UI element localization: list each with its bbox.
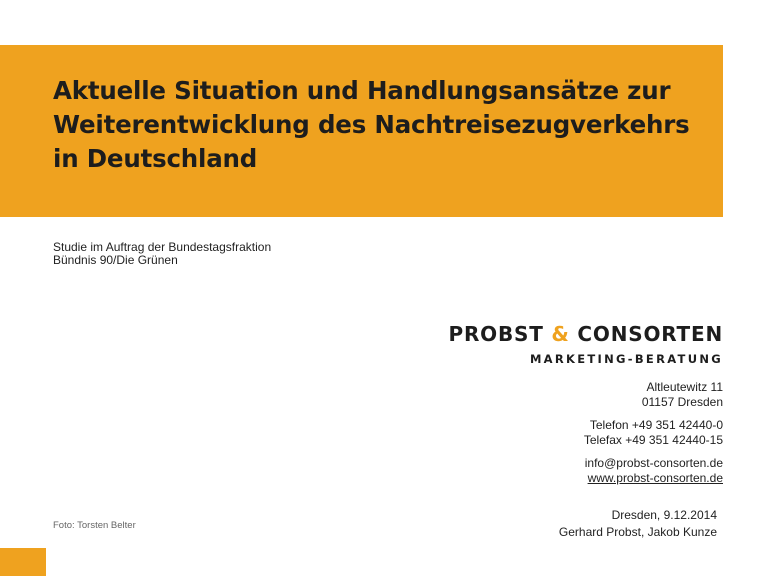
logo-tagline: MARKETING-BERATUNG <box>529 352 723 366</box>
address-city: 01157 Dresden <box>641 395 723 409</box>
phone-number: Telefon +49 351 42440-0 <box>589 418 723 432</box>
subtitle-line-2: Bündnis 90/Die Grünen <box>53 253 178 267</box>
subtitle <box>53 241 271 267</box>
logo-ampersand: & <box>551 322 570 346</box>
page-title <box>53 74 718 176</box>
title-line-1: Aktuelle Situation und Handlungsansätze zur <box>53 76 671 105</box>
title-line-2: Weiterentwicklung des Nachtreisezugverkehrs <box>53 110 690 139</box>
address-street: Altleutewitz 11 <box>646 380 723 394</box>
contact-block <box>584 380 723 486</box>
corner-accent-square <box>0 548 46 576</box>
company-logo <box>448 322 723 366</box>
website-link[interactable]: www.probst-consorten.de <box>587 471 723 485</box>
signoff <box>559 507 717 541</box>
logo-wordmark <box>448 322 723 346</box>
fax-number: Telefax +49 351 42440-15 <box>583 433 723 447</box>
logo-part-1: PROBST <box>448 322 544 346</box>
title-line-3: in Deutschland <box>53 144 258 173</box>
authors: Gerhard Probst, Jakob Kunze <box>558 525 717 539</box>
email-address[interactable]: info@probst-consorten.de <box>584 456 723 470</box>
subtitle-line-1: Studie im Auftrag der Bundestagsfraktion <box>53 240 272 254</box>
place-date: Dresden, 9.12.2014 <box>611 508 717 522</box>
logo-part-2: CONSORTEN <box>577 322 723 346</box>
photo-credit: Foto: Torsten Belter <box>53 520 136 531</box>
